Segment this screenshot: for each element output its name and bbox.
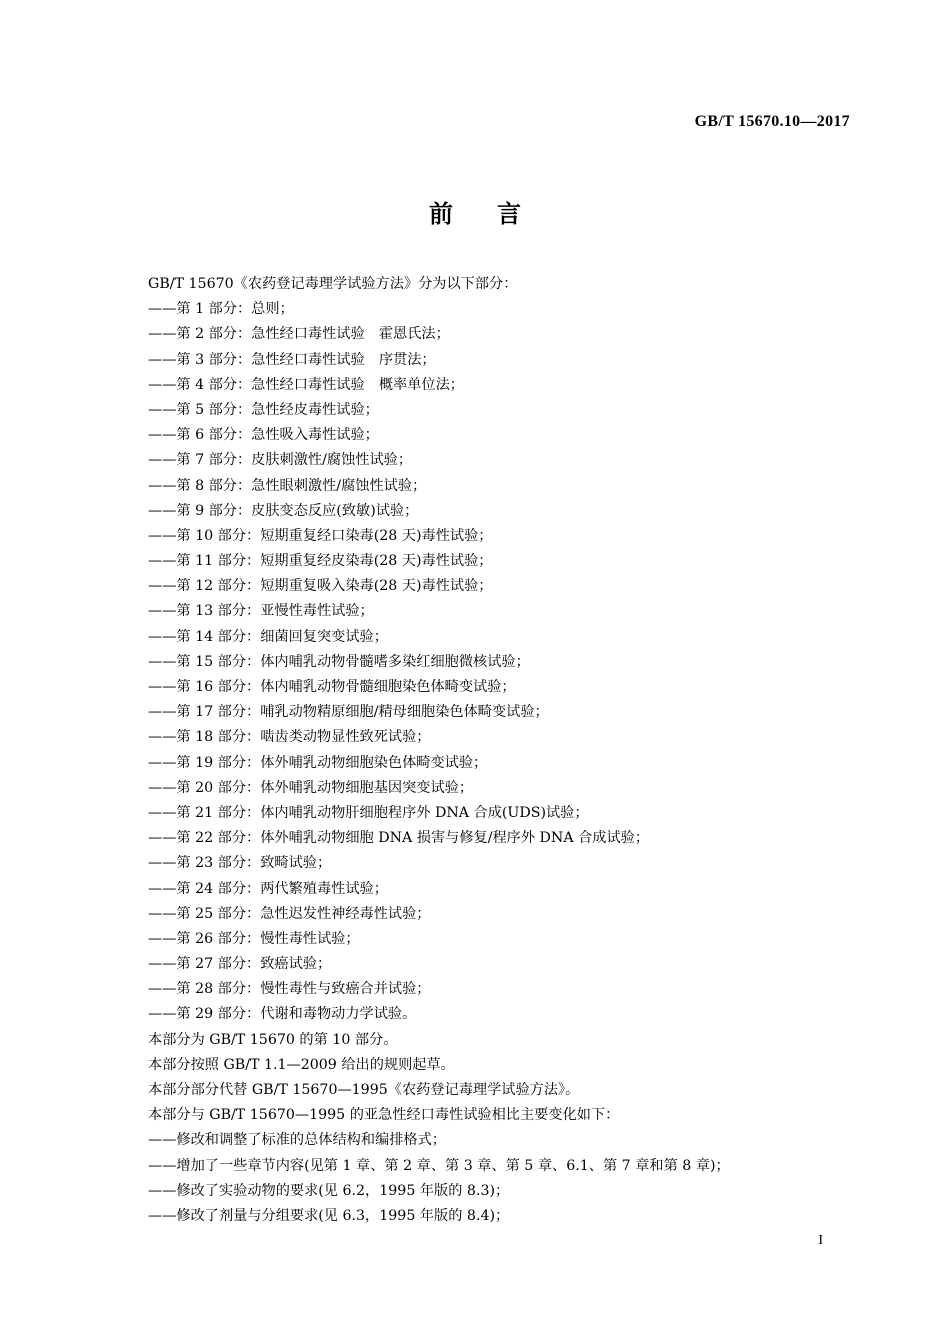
part-list-item: ——第 11 部分：短期重复经皮染毒(28 天)毒性试验； [148,553,493,570]
part-list-item: ——第 2 部分：急性经口毒性试验 霍恩氏法； [148,326,450,343]
part-list-item: ——第 4 部分：急性经口毒性试验 概率单位法； [148,376,464,393]
part-list-item: ——第 14 部分：细菌回复突变试验； [148,628,388,645]
part-list-item: ——第 26 部分：慢性毒性试验； [148,930,360,947]
part-list-item: ——第 1 部分：总则； [148,301,294,318]
part-list-item: ——第 22 部分：体外哺乳动物细胞 DNA 损害与修复/程序外 DNA 合成试验； [148,830,650,847]
part-list-item: ——第 5 部分：急性经皮毒性试验； [148,401,379,418]
change-list-item: ——增加了一些章节内容(见第 1 章、第 2 章、第 3 章、第 5 章、6.1、第 7 章和第 8 章)； [148,1157,730,1174]
document-body [148,272,878,1229]
part-list-item: ——第 8 部分：急性眼刺激性/腐蚀性试验； [148,477,427,494]
part-list-item: ——第 7 部分：皮肤刺激性/腐蚀性试验； [148,452,413,469]
page-title: 前言 [429,200,565,228]
part-list-item: ——第 17 部分：哺乳动物精原细胞/精母细胞染色体畸变试验； [148,704,549,721]
part-list-item: ——第 13 部分：亚慢性毒性试验； [148,603,374,620]
page-number: I [818,1233,823,1248]
part-list-item: ——第 9 部分：皮肤变态反应(致敏)试验； [148,502,419,519]
standard-number: GB/T 15670.10—2017 [694,113,850,130]
part-list-item: ——第 24 部分：两代繁殖毒性试验； [148,880,388,897]
part-list-item: ——第 12 部分：短期重复吸入染毒(28 天)毒性试验； [148,578,493,595]
change-list-item: ——修改了实验动物的要求(见 6.2，1995 年版的 8.3)； [148,1182,510,1199]
part-list-item: ——第 23 部分：致畸试验； [148,855,332,872]
part-list-item: ——第 3 部分：急性经口毒性试验 序贯法； [148,351,436,368]
part-list-item: ——第 25 部分：急性迟发性神经毒性试验； [148,905,431,922]
part-list-item: ——第 19 部分：体外哺乳动物细胞染色体畸变试验； [148,754,488,771]
part-list-item: ——第 18 部分：啮齿类动物显性致死试验； [148,729,431,746]
part-list-item: ——第 15 部分：体内哺乳动物骨髓嗜多染红细胞微核试验； [148,653,530,670]
paragraph-line: 本部分部分代替 GB/T 15670—1995《农药登记毒理学试验方法》。 [148,1082,580,1098]
paragraph-line: 本部分按照 GB/T 1.1—2009 给出的规则起草。 [148,1056,455,1073]
part-list-item: ——第 16 部分：体内哺乳动物骨髓细胞染色体畸变试验； [148,679,516,695]
part-list-item: ——第 6 部分：急性吸入毒性试验； [148,427,379,444]
part-list-item: ——第 10 部分：短期重复经口染毒(28 天)毒性试验； [148,527,493,544]
part-list-item: ——第 28 部分：慢性毒性与致癌合并试验； [148,981,431,998]
change-list-item: ——修改了剂量与分组要求(见 6.3，1995 年版的 8.4)； [148,1207,510,1224]
change-list-item: ——修改和调整了标准的总体结构和编排格式； [148,1132,446,1149]
part-list-item: ——第 29 部分：代谢和毒物动力学试验。 [148,1006,417,1023]
paragraph-line: 本部分为 GB/T 15670 的第 10 部分。 [148,1031,398,1048]
part-list-item: ——第 20 部分：体外哺乳动物细胞基因突变试验； [148,779,474,796]
part-list-item: ——第 21 部分：体内哺乳动物肝细胞程序外 DNA 合成(UDS)试验； [148,804,589,821]
intro-line: GB/T 15670《农药登记毒理学试验方法》分为以下部分： [148,276,518,292]
part-list-item: ——第 27 部分：致癌试验； [148,956,332,973]
paragraph-line: 本部分与 GB/T 15670—1995 的亚急性经口毒性试验相比主要变化如下： [148,1107,620,1124]
